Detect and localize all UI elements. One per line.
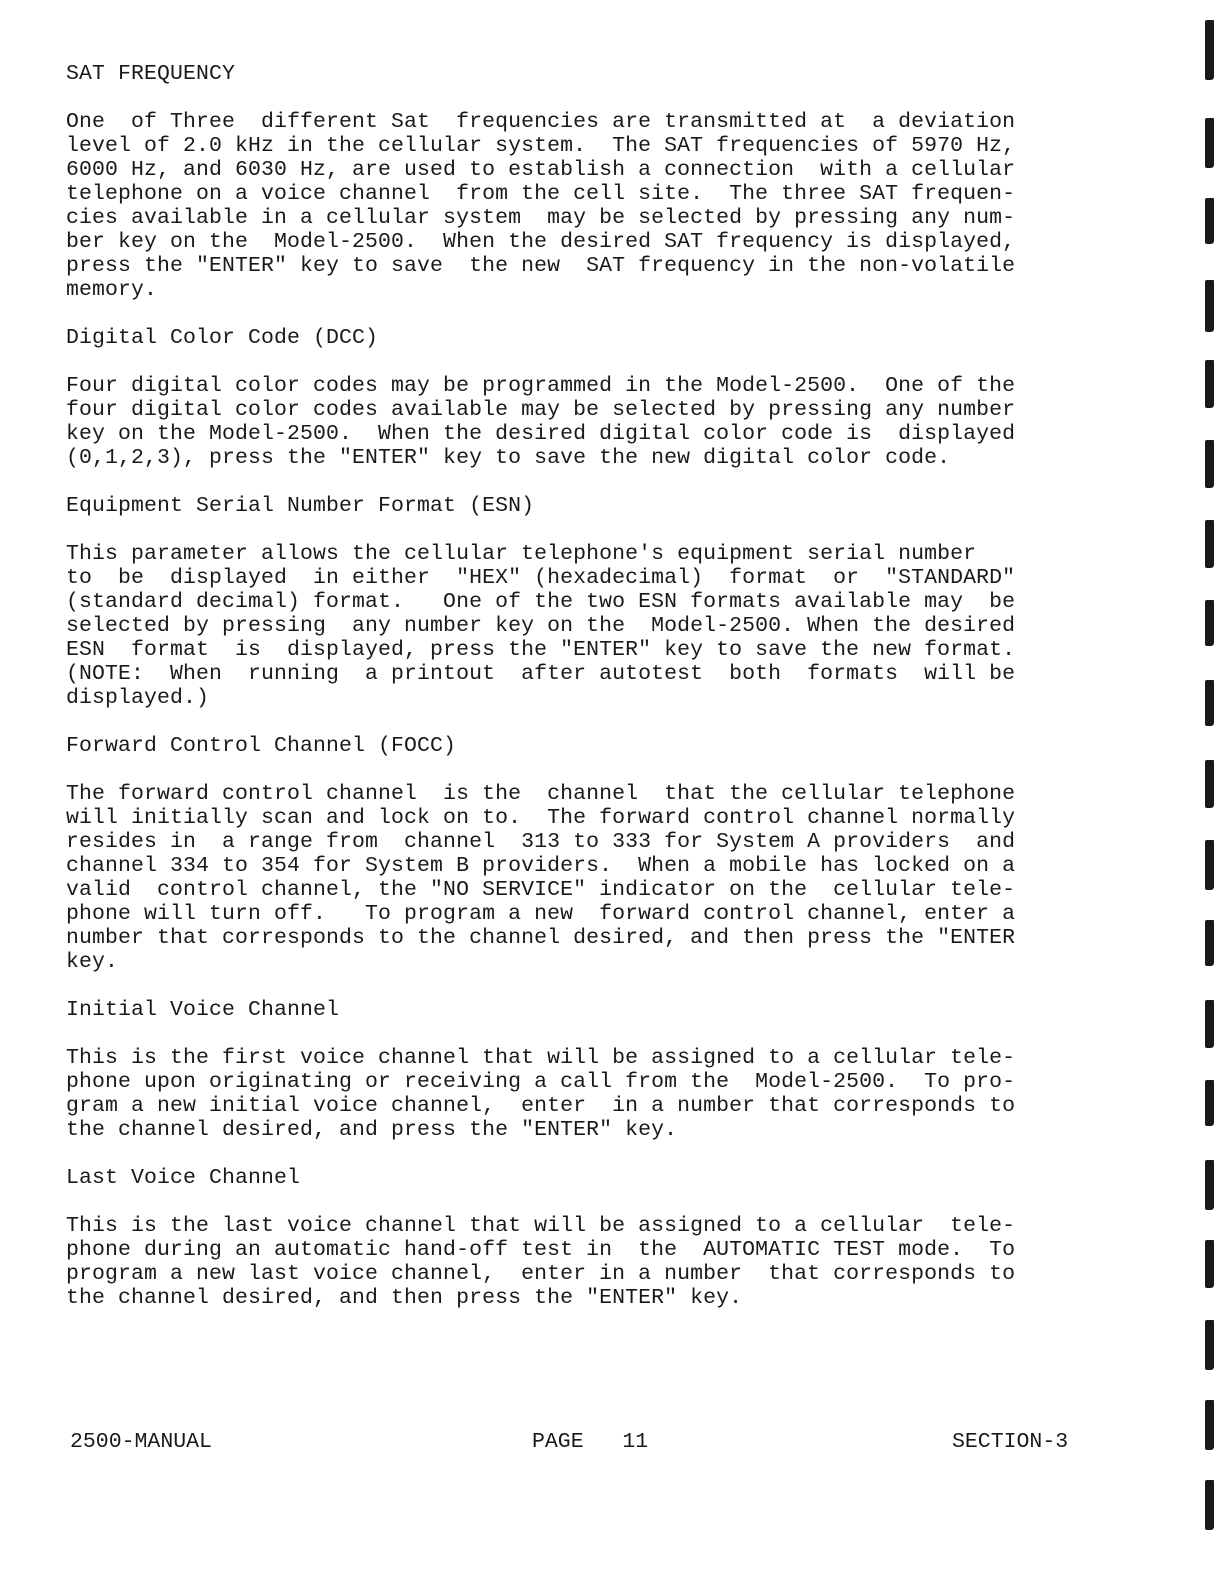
binder-mark bbox=[1205, 440, 1214, 488]
text-line: One of Three different Sat frequencies are transmitted at a deviation bbox=[66, 110, 1016, 134]
section-digital-color-code bbox=[66, 326, 1126, 470]
text-line: phone will turn off. To program a new forward control channel, enter a bbox=[66, 902, 1016, 926]
section-paragraph bbox=[66, 1046, 1126, 1142]
footer-page-number: PAGE 11 bbox=[532, 1430, 649, 1454]
text-line: phone during an automatic hand-off test in the AUTOMATIC TEST mode. To bbox=[66, 1238, 1016, 1262]
text-line: gram a new initial voice channel, enter in a number that corresponds to bbox=[66, 1094, 1016, 1118]
section-heading: Digital Color Code (DCC) bbox=[66, 326, 379, 350]
text-line: 6000 Hz, and 6030 Hz, are used to establish a connection with a cellular bbox=[66, 158, 1016, 182]
text-line: This is the last voice channel that will be assigned to a cellular tele- bbox=[66, 1214, 1016, 1238]
text-line: This parameter allows the cellular telephone's equipment serial number bbox=[66, 542, 977, 566]
text-line: ESN format is displayed, press the "ENTER" key to save the new format. bbox=[66, 638, 1016, 662]
text-line: ber key on the Model-2500. When the desired SAT frequency is displayed, bbox=[66, 230, 1016, 254]
binder-mark bbox=[1205, 1000, 1214, 1048]
text-line: level of 2.0 kHz in the cellular system. The SAT frequencies of 5970 Hz, bbox=[66, 134, 1016, 158]
binder-mark bbox=[1205, 1080, 1214, 1126]
section-paragraph bbox=[66, 542, 1126, 710]
footer-section: SECTION-3 bbox=[952, 1430, 1069, 1454]
section-heading: Forward Control Channel (FOCC) bbox=[66, 734, 457, 758]
text-line: memory. bbox=[66, 278, 158, 302]
text-line: cies available in a cellular system may be selected by pressing any num- bbox=[66, 206, 1016, 230]
binder-mark bbox=[1205, 600, 1214, 646]
text-line: four digital color codes available may be selected by pressing any number bbox=[66, 398, 1016, 422]
section-heading: Equipment Serial Number Format (ESN) bbox=[66, 494, 535, 518]
section-esn-format bbox=[66, 494, 1126, 710]
text-line: key. bbox=[66, 950, 119, 974]
text-line: number that corresponds to the channel desired, and then press the "ENTER bbox=[66, 926, 1016, 950]
binder-mark bbox=[1205, 1400, 1214, 1450]
text-line: the channel desired, and press the "ENTER" key. bbox=[66, 1118, 678, 1142]
binder-mark bbox=[1205, 280, 1214, 332]
section-focc bbox=[66, 734, 1126, 974]
text-line: displayed.) bbox=[66, 686, 210, 710]
footer-manual-name: 2500-MANUAL bbox=[70, 1430, 212, 1454]
binder-mark bbox=[1205, 520, 1214, 568]
section-paragraph bbox=[66, 782, 1126, 974]
section-heading: SAT FREQUENCY bbox=[66, 62, 236, 86]
text-line: selected by pressing any number key on the Model-2500. When the desired bbox=[66, 614, 1016, 638]
binder-mark bbox=[1205, 360, 1214, 408]
text-line: (NOTE: When running a printout after autotest both formats will be bbox=[66, 662, 1016, 686]
section-sat-frequency bbox=[66, 62, 1126, 302]
binder-mark bbox=[1205, 20, 1214, 80]
text-line: resides in a range from channel 313 to 333 for System A providers and bbox=[66, 830, 1016, 854]
section-paragraph bbox=[66, 374, 1126, 470]
binder-mark bbox=[1205, 760, 1214, 808]
section-heading: Last Voice Channel bbox=[66, 1166, 301, 1190]
binder-mark bbox=[1205, 1240, 1214, 1288]
text-line: phone upon originating or receiving a call from the Model-2500. To pro- bbox=[66, 1070, 1016, 1094]
binder-mark bbox=[1205, 1160, 1214, 1210]
text-line: (0,1,2,3), press the "ENTER" key to save the new digital color code. bbox=[66, 446, 951, 470]
binder-mark bbox=[1205, 1480, 1214, 1530]
text-line: will initially scan and lock on to. The forward control channel normally bbox=[66, 806, 1016, 830]
text-line: The forward control channel is the channel that the cellular telephone bbox=[66, 782, 1016, 806]
section-paragraph bbox=[66, 110, 1126, 302]
section-paragraph bbox=[66, 1214, 1126, 1310]
binder-mark bbox=[1205, 680, 1214, 726]
text-line: press the "ENTER" key to save the new SAT frequency in the non-volatile bbox=[66, 254, 1016, 278]
text-line: program a new last voice channel, enter in a number that corresponds to bbox=[66, 1262, 1016, 1286]
text-line: channel 334 to 354 for System B providers. When a mobile has locked on a bbox=[66, 854, 1016, 878]
text-line: Four digital color codes may be programmed in the Model-2500. One of the bbox=[66, 374, 1016, 398]
text-line: to be displayed in either "HEX" (hexadecimal) format or "STANDARD" bbox=[66, 566, 1016, 590]
binder-mark bbox=[1205, 118, 1214, 168]
section-last-voice-channel bbox=[66, 1166, 1126, 1310]
section-heading: Initial Voice Channel bbox=[66, 998, 340, 1022]
binder-edge bbox=[1184, 0, 1224, 1584]
text-line: (standard decimal) format. One of the two ESN formats available may be bbox=[66, 590, 1016, 614]
binder-mark bbox=[1205, 920, 1214, 966]
binder-mark bbox=[1205, 198, 1214, 244]
section-initial-voice-channel bbox=[66, 998, 1126, 1142]
text-line: valid control channel, the "NO SERVICE" indicator on the cellular tele- bbox=[66, 878, 1016, 902]
binder-mark bbox=[1205, 840, 1214, 890]
text-line: This is the first voice channel that will be assigned to a cellular tele- bbox=[66, 1046, 1016, 1070]
text-line: telephone on a voice channel from the cell site. The three SAT frequen- bbox=[66, 182, 1016, 206]
page-body bbox=[66, 62, 1126, 1334]
binder-mark bbox=[1205, 1320, 1214, 1370]
text-line: the channel desired, and then press the "ENTER" key. bbox=[66, 1286, 743, 1310]
text-line: key on the Model-2500. When the desired digital color code is displayed bbox=[66, 422, 1016, 446]
